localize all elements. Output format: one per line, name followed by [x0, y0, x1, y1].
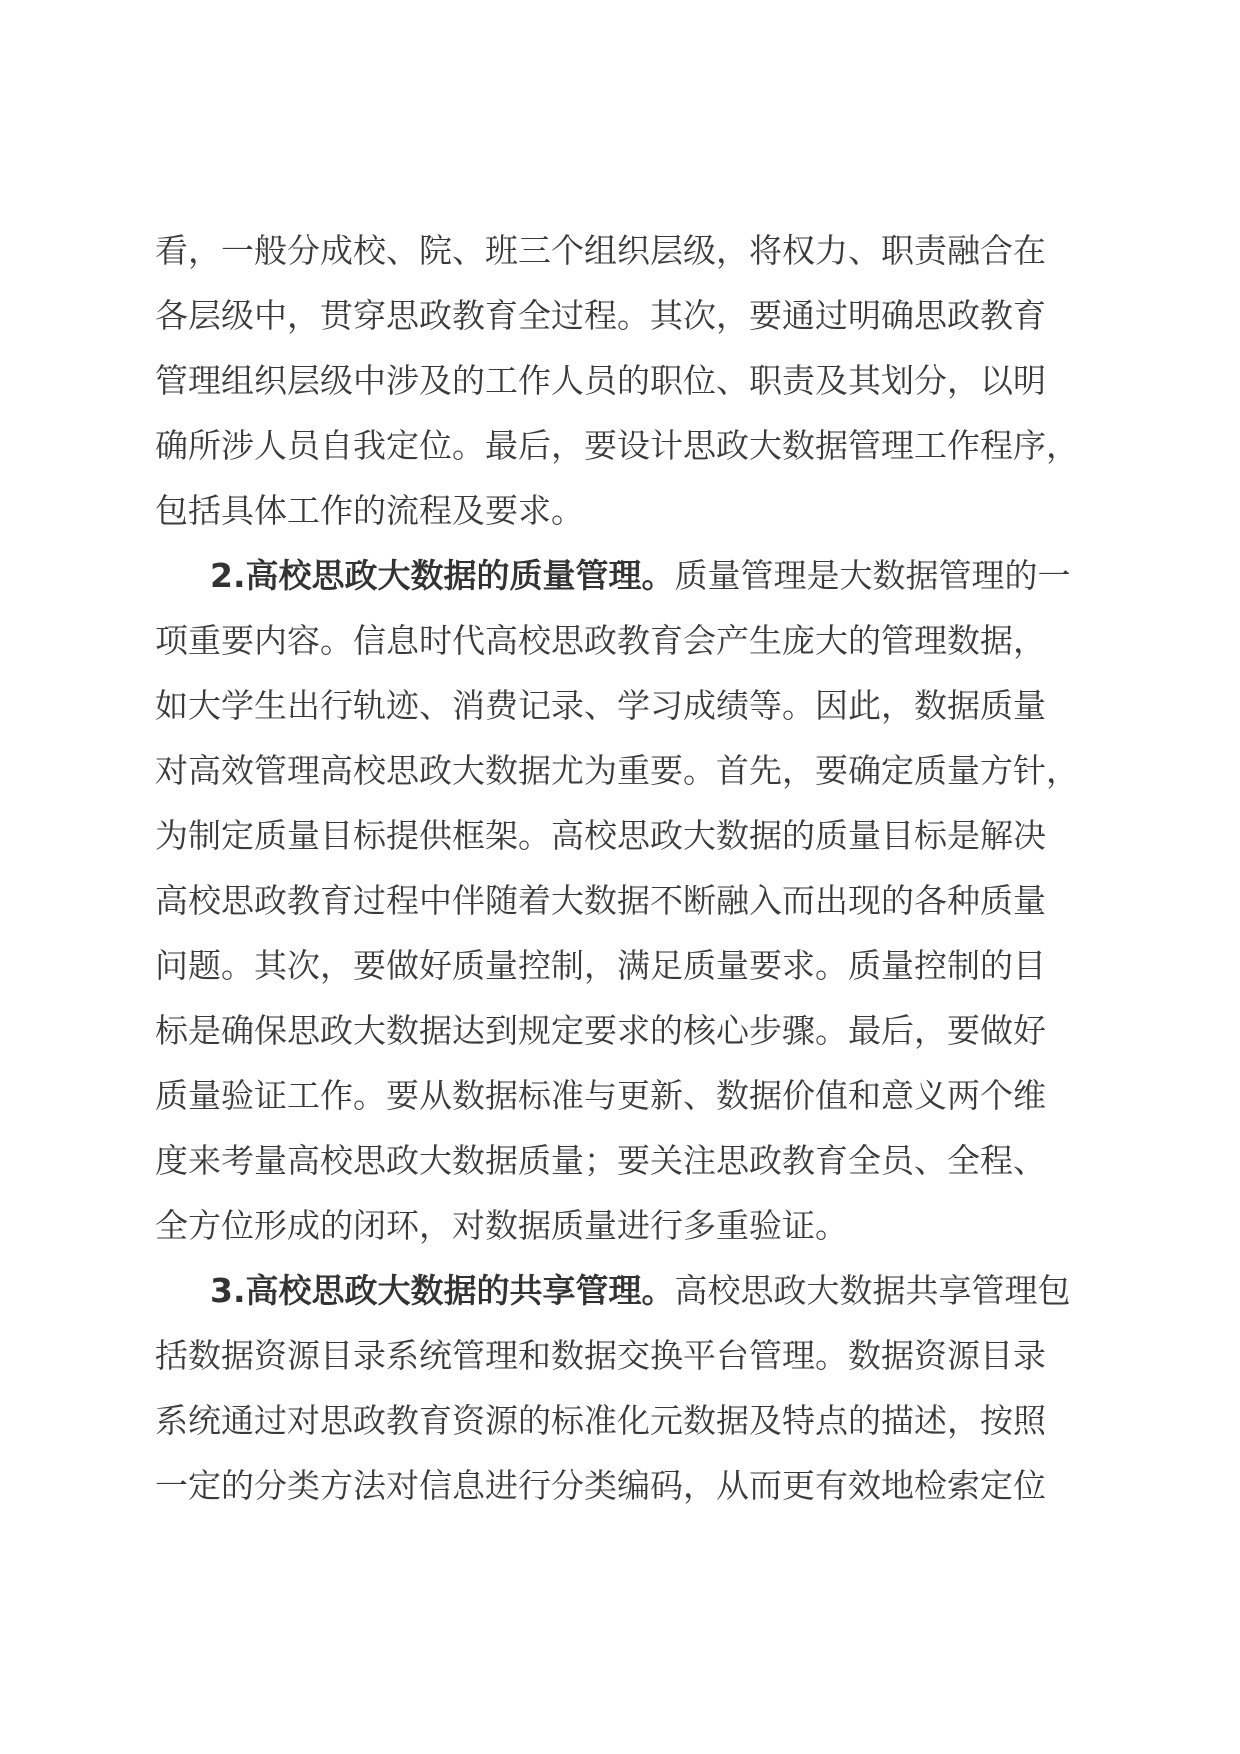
text-line: 高校思政教育过程中伴随着大数据不断融入而出现的各种质量 [155, 881, 1046, 920]
section-heading-line [155, 1258, 1095, 1323]
text-line: 为制定质量目标提供框架。高校思政大数据的质量目标是解决 [155, 816, 1046, 855]
text-line: 各层级中，贯穿思政教育全过程。其次，要通过明确思政教育 [155, 296, 1046, 335]
text-line-continuation: 质量管理是大数据管理的一 [674, 556, 1071, 595]
text-line: 管理组织层级中涉及的工作人员的职位、职责及其划分，以明 [155, 361, 1046, 400]
body-text [155, 218, 1095, 1518]
text-line: 括数据资源目录系统管理和数据交换平台管理。数据资源目录 [155, 1336, 1046, 1375]
section-heading-line [155, 543, 1095, 608]
text-line: 标是确保思政大数据达到规定要求的核心步骤。最后，要做好 [155, 1011, 1046, 1050]
text-line: 全方位形成的闭环，对数据质量进行多重验证。 [155, 1206, 848, 1245]
text-line: 系统通过对思政教育资源的标准化元数据及特点的描述，按照 [155, 1401, 1046, 1440]
text-line: 质量验证工作。要从数据标准与更新、数据价值和意义两个维 [155, 1076, 1046, 1115]
text-line: 如大学生出行轨迹、消费记录、学习成绩等。因此，数据质量 [155, 686, 1046, 725]
text-line: 度来考量高校思政大数据质量；要关注思政教育全员、全程、 [155, 1141, 1046, 1180]
text-line: 包括具体工作的流程及要求。 [155, 491, 584, 530]
section-heading-sharing: 3.高校思政大数据的共享管理。 [210, 1271, 675, 1310]
text-line: 问题。其次，要做好质量控制，满足质量要求。质量控制的目 [155, 946, 1046, 985]
text-line: 看，一般分成校、院、班三个组织层级，将权力、职责融合在 [155, 231, 1046, 270]
text-line: 确所涉人员自我定位。最后，要设计思政大数据管理工作程序， [155, 426, 1079, 465]
text-line: 对高效管理高校思政大数据尤为重要。首先，要确定质量方针， [155, 751, 1079, 790]
text-line: 项重要内容。信息时代高校思政教育会产生庞大的管理数据， [155, 621, 1046, 660]
section-heading-quality: 2.高校思政大数据的质量管理。 [210, 556, 675, 595]
text-line: 一定的分类方法对信息进行分类编码，从而更有效地检索定位 [155, 1466, 1046, 1505]
text-line-continuation: 高校思政大数据共享管理包 [674, 1271, 1071, 1310]
